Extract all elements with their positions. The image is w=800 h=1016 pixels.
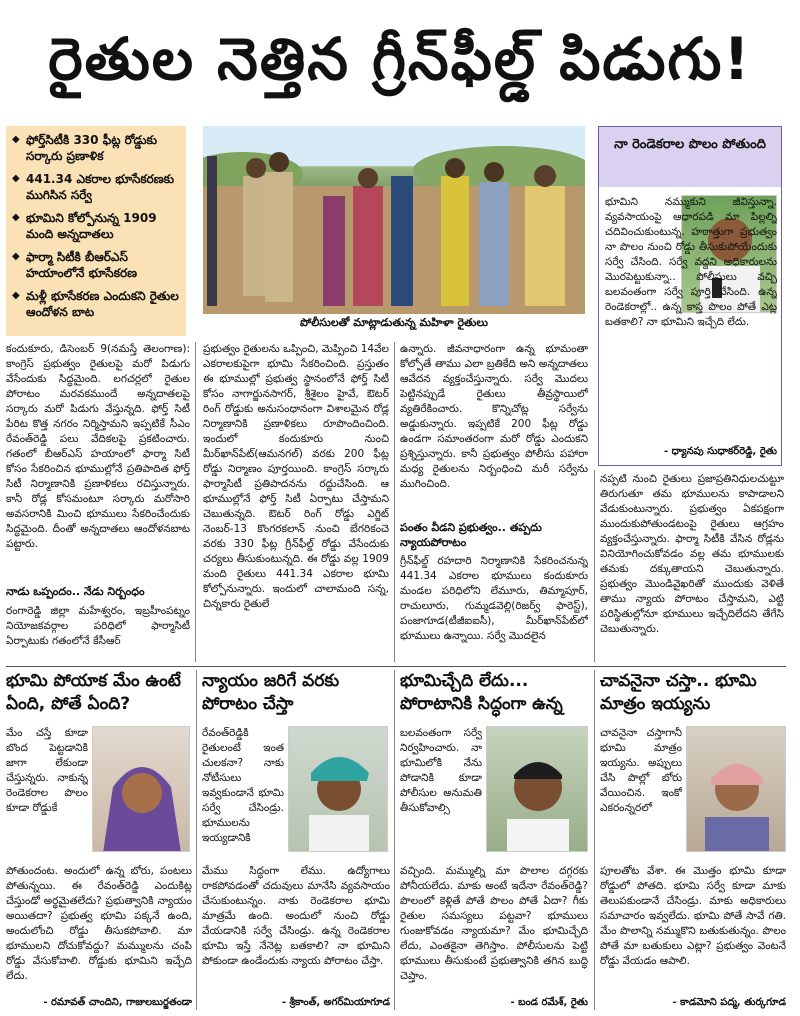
quote-3-portrait-photo xyxy=(486,726,588,852)
highlight-item: ◆ భూమిని కోల్పోనున్న 1909 మంది అన్నదాతలు xyxy=(12,210,180,242)
article-column-3-text: ఉన్నారు. జీవనాధారంగా ఉన్న భూమంతా కోల్పోతే తాము ఎలా బ్రతికేది అని అన్నదాతలు ఆవేదన వ్యక్తంచేస్తున్నారు. సర్వే మొదలు పెట్టినప్పుడే రైతులు తీవ్రస్థాయిలో వ్యతిరేకించారు. కొన్నిచోట్ల సర్వేను అడ్డుకున్నారు. ఇప్పటికే 200 ఫీట్ల రోడ్డు ఉండగా సమాంతరంగా మరో రోడ్డు ఎందుకని ప్రశ్నిస్తున్నారు. కానీ ప్రభుత్వం పోలీసు పహారా మధ్య రైతులను నిర్బంధించి మరీ సర్వేను ముగించింది. xyxy=(400,343,588,490)
article-column-1-text: కందుకూరు, డిసెంబర్ 9(నమస్తే తెలంగాణ): కాంగ్రెస్ ప్రభుత్వం రైతులపై మరో పిడుగు వేసేందుకు సిద్ధమైంది. లగచర్లలో రైతుల పోరాటం మరవకముందే అన్నదాతలపై సర్కారు మరో పిడుగు వేస్తున్నది. ఫోర్త్ సిటీ పేరిట కొత్త నగరం నిర్మిస్తామని ఇప్పటికే సీఎం రేవంత్‌రెడ్డి పలు వేదికలపై ప్రకటించారు. గతంలో బీఆర్ఎస్ హయాంలో ఫార్మా సిటీ కోసం సేకరించిన భూముల్లోనే ప్రతిపాదిత ఫోర్త్ సిటీ నిర్మాణానికి ప్రణాళికలు రచిస్తున్నారు. కానీ రోడ్ల కోసమంటూ సర్కారు మరోసారి అవసరానికి మించి భూములు సేకరించేందుకు సిద్ధమైంది. దీంతో అన్నదాతలు ఆందోళనబాట పట్టారు. xyxy=(6,343,190,550)
quote-4-portrait-photo xyxy=(686,726,786,852)
column-divider xyxy=(195,342,196,662)
quote-1-text: మేం చస్తే కూడా బొంద పెట్టడానికి జాగా లేకుండా చేస్తున్నరు. నాకున్న రెండెకరాల పొలం కూడా రోడ్డుకే xyxy=(6,727,88,814)
quote-3-text: బలవంతంగా సర్వే నిర్వహించారు. నా భూమిలోకి నేను పోడానికి కూడా పోలీసుల అనుమతి తీసుకోవాల్సి xyxy=(400,727,482,814)
quote-3-text-2: వచ్చింది. మమ్ముల్ని మా పొలాల దగ్గరకు పోనీయలేదు. మాకు అంటే ఇదేనా రేవంత్‌రెడ్డి? పొలంలో కెళ్లితే పోతే పొలం పోతే ఏదా? గీకు రైతుల సమస్యలు పట్టవా? భూములు గుంజుకోవడం న్యాయమా? మేం భూమిచ్చేది లేదు, ఎంతకైనా తెగిస్తాం. పోలీసులను పెట్టి భూములు తీసుకుంటే ప్రభుత్వానికి తగిన బుద్ధి చెప్తాం. xyxy=(400,865,588,982)
photo-caption: పోలీసులతో మాట్లాడుతున్న మహిళా రైతులు xyxy=(203,314,585,332)
article-column-3-text-2: గ్రీన్‌ఫీల్డ్ రహదారి నిర్మాణానికి సేకరించనున్న 441.34 ఎకరాల భూములు కందుకూరు మండల పరిధిలోని లేమూరు, తిమ్మాపూర్, రాచులూరు, గుమ్మడవెల్లి(రిజర్వ్ ఫారెస్ట్), పంజాగూడ(టీజీఐఐసీ), మీర్‌ఖాన్‌పేట్‌లో భూములు ఉన్నాయి. సర్వే మొదలైన xyxy=(400,555,588,642)
highlight-item: ◆ ఫోర్త్‌సిటీకి 330 ఫీట్ల రోడ్డుకు సర్కారు ప్రణాళిక xyxy=(12,132,180,164)
article-column-1-text-2: రంగారెడ్డి జిల్లా మహేశ్వరం, ఇబ్రహీంపట్నం నియోజకవర్గాల పరిధిలో ఫార్మాసిటీ ఏర్పాటుకు గతంలోనే కేసీఆర్ xyxy=(6,605,190,647)
quote-4-credit: - కాడమోని పద్మ, తుర్కగూడ xyxy=(672,997,786,1008)
quote-1-headline: భూమి పోయాక మేం ఉంటే ఏంది, పోతే ఏంది? xyxy=(6,671,181,714)
quote-1-text-2: పోతుందంట. అందులో ఉన్న బోరు, పంటలు పోతున్నయి. ఈ రేవంత్‌రెడ్డి ఎందుకిట్ల చేస్తుండో అర్థమైతలేదు? ప్రభుత్వానికి న్యాయం అయితదా? ప్రభుత్వ భూమి పక్కనే ఉంది, అందులోంచి రోడ్డు తీసుకపోవాలి. మా భూములని దోచుకోవద్దు? మమ్ములను చంపి రోడ్డు వేసుకోవాలి. రోడ్డుకు భూమిని ఇచ్చేది లేదు. xyxy=(6,865,192,982)
column-1-subheading: నాడు ఒప్పందం.. నేడు నిర్బంధం xyxy=(6,585,145,598)
column-divider xyxy=(594,470,595,662)
section-divider xyxy=(6,666,786,667)
main-photo xyxy=(203,126,585,314)
page-headline: రైతుల నెత్తిన గ్రీన్‌ఫీల్డ్ పిడుగు! xyxy=(48,25,752,93)
quote-3-headline: భూమిచ్చేది లేదు... పోరాటానికి సిద్ధంగా ఉన్న xyxy=(400,671,563,714)
quote-2-credit: - శ్రీకాంత్, అగర్‌మియాగూడ xyxy=(281,997,390,1008)
quote-1-portrait-photo xyxy=(92,726,190,852)
quote-4-text-2: పూలతోట వేశా. ఈ మొత్తం భూమి కూడా రోడ్డులో పోతది. భూమి సర్వే కూడా మాకు తెలుపకుండానే చేసిండ్రు. మాకు అధికారులు సమాచారం ఇవ్వలేదు. భూమి పోతే సావే గతి. మేం పొలాన్ని నమ్ముకొని బతుకుతున్నం. పొలం పోతే మా బతుకులు ఎట్లా? ప్రభుత్వం వెంటనే రోడ్డు వేయడం ఆపాలి. xyxy=(600,865,786,967)
quote-box-title: నా రెండెకరాల పొలం పోతుంది xyxy=(599,127,781,187)
highlights-box xyxy=(6,126,186,336)
quote-4-text: చావనైనా చస్తాగానీ భూమి మాత్రం ఇయ్యను. అప్పులు చేసి పొల్లో బోరు వేయించిన. ఇంకో ఎకరంన్నరలో xyxy=(600,727,682,814)
article-column-4-text: నప్పటి నుంచి రైతులు ప్రజాప్రతినిధులచుట్టూ తిరుగుతూ తమ భూములను కాపాడాలని వేడుకుంటున్నారు. ప్రభుత్వం ఏకపక్షంగా ముందుకుపోతుండటంపై రైతులు ఆగ్రహం వ్యక్తంచేస్తున్నారు. ఫార్మా సిటీకి వేసిన రోడ్లను వినియోగించుకోవడం వల్ల తమ భూములకు తమకు దక్కుతాయని చెబుతున్నారు. ప్రభుత్వం మొండివైఖరితో ముందుకు వెళితే తాము న్యాయ పోరాటం చేస్తామని, ఎట్టి పరిస్థితుల్లోనూ భూములు ఇచ్చేదిలేదని తేగేసి చెబుతున్నారు. xyxy=(600,473,784,635)
quote-3-credit: - బండ రమేశ్, రైతు xyxy=(510,997,588,1008)
column-divider xyxy=(394,342,395,662)
farmers-with-police-image xyxy=(203,126,585,314)
quote-2-headline: న్యాయం జరిగే వరకు పోరాటం చేస్తా xyxy=(202,671,340,714)
quote-box-credit: - ధ్యానపు సుధాకర్‌రెడ్డి, రైతు xyxy=(664,446,777,457)
column-divider xyxy=(594,670,595,1010)
column-divider xyxy=(394,670,395,1010)
farmer-quote-box xyxy=(598,126,782,466)
column-3-subheading: పంతం వీడని ప్రభుత్వం.. తప్పదు న్యాయపోరాటం xyxy=(400,521,542,549)
highlight-item: ◆ ఫార్మా సిటీకి బీఆర్ఎస్ హయాంలోనే భూసేకరణ xyxy=(12,249,180,281)
highlight-item: ◆ 441.34 ఎకరాల భూసేకరణకు ముగిసిన సర్వే xyxy=(12,171,180,203)
highlight-item: ◆ మళ్లీ భూసేకరణ ఎందుకని రైతుల ఆందోళన బాట xyxy=(12,288,180,320)
quote-4-headline: చావనైనా చస్తా.. భూమి మాత్రం ఇయ్యను xyxy=(600,671,757,714)
quote-2-portrait-photo xyxy=(288,726,388,852)
quote-1-credit: - రమావత్ చాందిని, గాజులబుర్జతండా xyxy=(43,997,192,1008)
quote-box-text: భూమిని నమ్ముకుని జీవిస్తున్నా. వ్యవసాయంపై ఆధారపడి మా పిల్లల్ని చదివించుకుంటున్న. హఠాత్తుగా ప్రభుత్వం నా పొలం నుంచి రోడ్డు తీసుకుపోయేందుకు సర్వే చేసింది. సర్వే వద్దని అధికారులను మొరపెట్టుకున్నా.. పోలీసులు వచ్చి బలవంతంగా సర్వే పూర్తి చేసింది. ఉన్న రెండెకరాల్లో.. ఉన్న కాస్త పొలం పోతే ఎట్ల బతకాలి? నా భూమిని ఇచ్చేది లేదు. xyxy=(605,196,777,328)
column-divider xyxy=(196,670,197,1010)
article-column-2-text: ప్రభుత్వం రైతులను ఒప్పించి, మెప్పించి 14వేల ఎకరాలకుపైగా భూమి సేకరించింది. ప్రస్తుతం ఈ భూముల్లో ప్రభుత్వ స్థానంలోనే ఫోర్త్ సిటీ కోసం నాగార్జునసాగర్, శ్రీశైలం హైవే, ఔటర్ రింగ్ రోడ్డుకు అనుసంధానంగా విశాలమైన రోడ్ల నిర్మాణానికి ప్రణాళికలు రూపొందించింది. ఇందులో కందుకూరు నుంచి మీర్‌ఖాన్‌పేట్(ఆమనగల్) వరకు 200 ఫీట్ల రోడ్డు నిర్మాణం పూర్తయింది. కాంగ్రెస్ సర్కారు ఫార్మాసిటీ ప్రతిపాదనను రద్దుచేసింది. ఆ భూముల్లోనే ఫోర్త్ సిటీ ఏర్పాటు చేస్తామని చెబుతున్నది. ఔటర్ రింగ్ రోడ్డు ఎగ్జిట్ నెంబర్-13 కొంగరకలాన్ నుంచి బేగరికంచె వరకు 330 ఫీట్ల గ్రీన్‌ఫీల్డ్ రోడ్డు వేసేందుకు చర్యలు తీసుకుంటున్నది. ఈ రోడ్డు వల్ల 1909 మంది రైతులు 441.34 ఎకరాల భూమి కోల్పోనున్నారు. ఇందులో చాలామంది సన్న, చిన్నకారు రైతులే xyxy=(203,343,389,610)
quote-2-text-2: మేము సిద్ధంగా లేము. ఉద్యోగాలు రాకపోవడంతో చదువులు మానేసి వ్యవసాయం చేసుకుంటున్నం. నాకు రెండెకరాల భూమి మాత్రమే ఉంది. అందులో నుంచి రోడ్డు వేయడానికి సర్వే చేసిండ్రు. ఉన్న రెండెకరాల భూమి ఇస్తే నేనెట్ల బతకాలి? నా భూమిని పోకుండా ఉండేందుకు న్యాయ పోరాటం చేస్తా. xyxy=(202,865,390,967)
quote-2-text: రేవంత్‌రెడ్డికి రైతులంటే ఇంత చులకనా? నాకు నోటీసులు ఇవ్వకుండానే భూమి సర్వే చేసిండ్రు. భూములను ఇయ్యడానికి xyxy=(202,727,284,844)
